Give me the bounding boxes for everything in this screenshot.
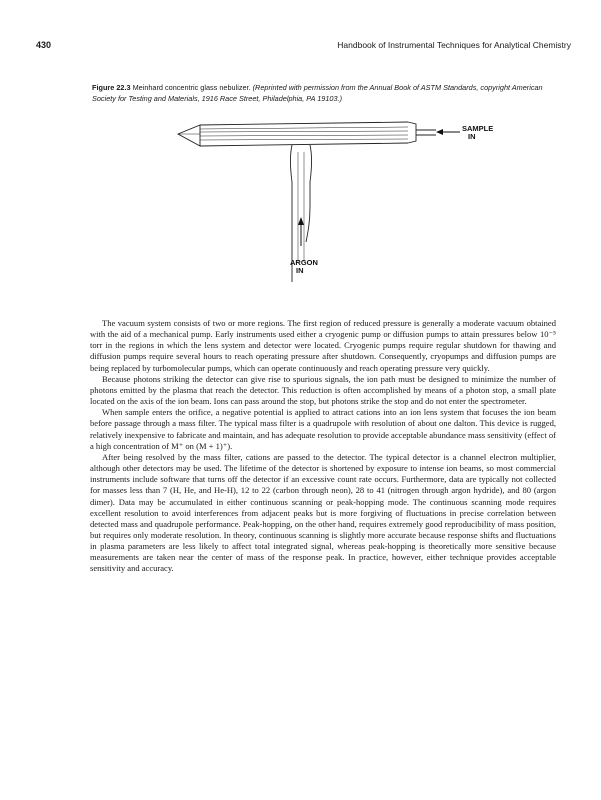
sample-in-arrow [436,129,460,135]
argon-in-arrow [298,217,304,246]
running-header [36,40,571,54]
book-title: Handbook of Instrumental Techniques for Analytical Chemistry [337,40,571,50]
sample-in-label-2: IN [468,132,476,141]
figure-caption [92,82,562,104]
nebulizer-diagram [150,112,494,292]
paragraph-photon-stop: Because photons striking the detector can give rise to spurious signals, the ion path must be designed to minimize the number of photons emitted by the plasma that reach the detector. This reduction is often accomplished by means of a photon stop, a small plate located on the axis of the ion beam. Ions can pass around the stop, but photons strike the stop and do not enter the spectrometer. [90,373,556,407]
page-number: 430 [36,40,52,50]
argon-in-label-2: IN [296,266,304,275]
figure-label: Figure 22.3 [92,83,131,92]
figure-title: Meinhard concentric glass nebulizer. [132,83,251,92]
sample-in-label: SAMPLE [462,124,494,133]
figure-credit: (Reprinted with permission from the Annual Book of ASTM Standards, copyright American Society for Testing and Materials, 1916 Race Street, Philadelphia, PA 19103.) [92,83,543,103]
body-text [90,318,556,575]
argon-in-label: ARGON [290,258,318,267]
paragraph-detector: After being resolved by the mass filter, cations are passed to the detector. The typical detector is a channel electron multiplier, although other detectors may be used. The lifetime of the detector is shortened by exposure to intense ion beams, so most commercial instruments include software that turns off the detector if an excessive count rate occurs. Furthermore, data are typically not collected for masses less than 7 (H, He, and He-H), 12 to 22 (carbon through neon), 28 to 41 (nitrogen through argon hydride), and 80 (argon dimer). Data may be accumulated in either continuous scanning or peak-hopping mode. The continuous scanning mode requires excellent resolution to avoid interferences from adjacent peaks but is more forgiving of fluctuations in precise correlation between detected mass and quadrupole performance. Peak-hopping, on the other hand, requires extremely good reproducibility of mass position, but requires only moderate resolution. In theory, continuous scanning is slightly more accurate because response shifts and fluctuations in plasma parameters are less likely to affect total integrated signal, whereas peak-hopping is theoretically more sensitive because measurements are taken near the center of mass of the response peak. In practice, however, either technique provides acceptable sensitivity and accuracy. [90,451,556,574]
paragraph-mass-filter: When sample enters the orifice, a negative potential is applied to attract cations into an ion lens system that focuses the ion beam before passage through a mass filter. The typical mass filter is a quadrupole with resolution of about one dalton. This device is rugged, relatively inexpensive to fabricate and maintain, and has adequate resolution to provide acceptable abundance mass sensitivity (effect of a high concentration of M⁺ on (M + 1)⁺). [90,407,556,451]
paragraph-vacuum: The vacuum system consists of two or more regions. The first region of reduced pressure is generally a moderate vacuum obtained with the aid of a mechanical pump. Early instruments used either a cryogenic pump or diffusion pumps to attain pressures below 10⁻⁵ torr in the regions in which the lens system and detector were located. Cryogenic pumps require regular shutdown for thawing and diffusion pumps require several hours to reach operating pressure after shutdown. Consequently, cryopumps and diffusion pumps are being replaced by turbomolecular pumps, which can operate continuously and reach operating pressure very quickly. [90,318,556,373]
nebulizer-figure [150,112,494,292]
